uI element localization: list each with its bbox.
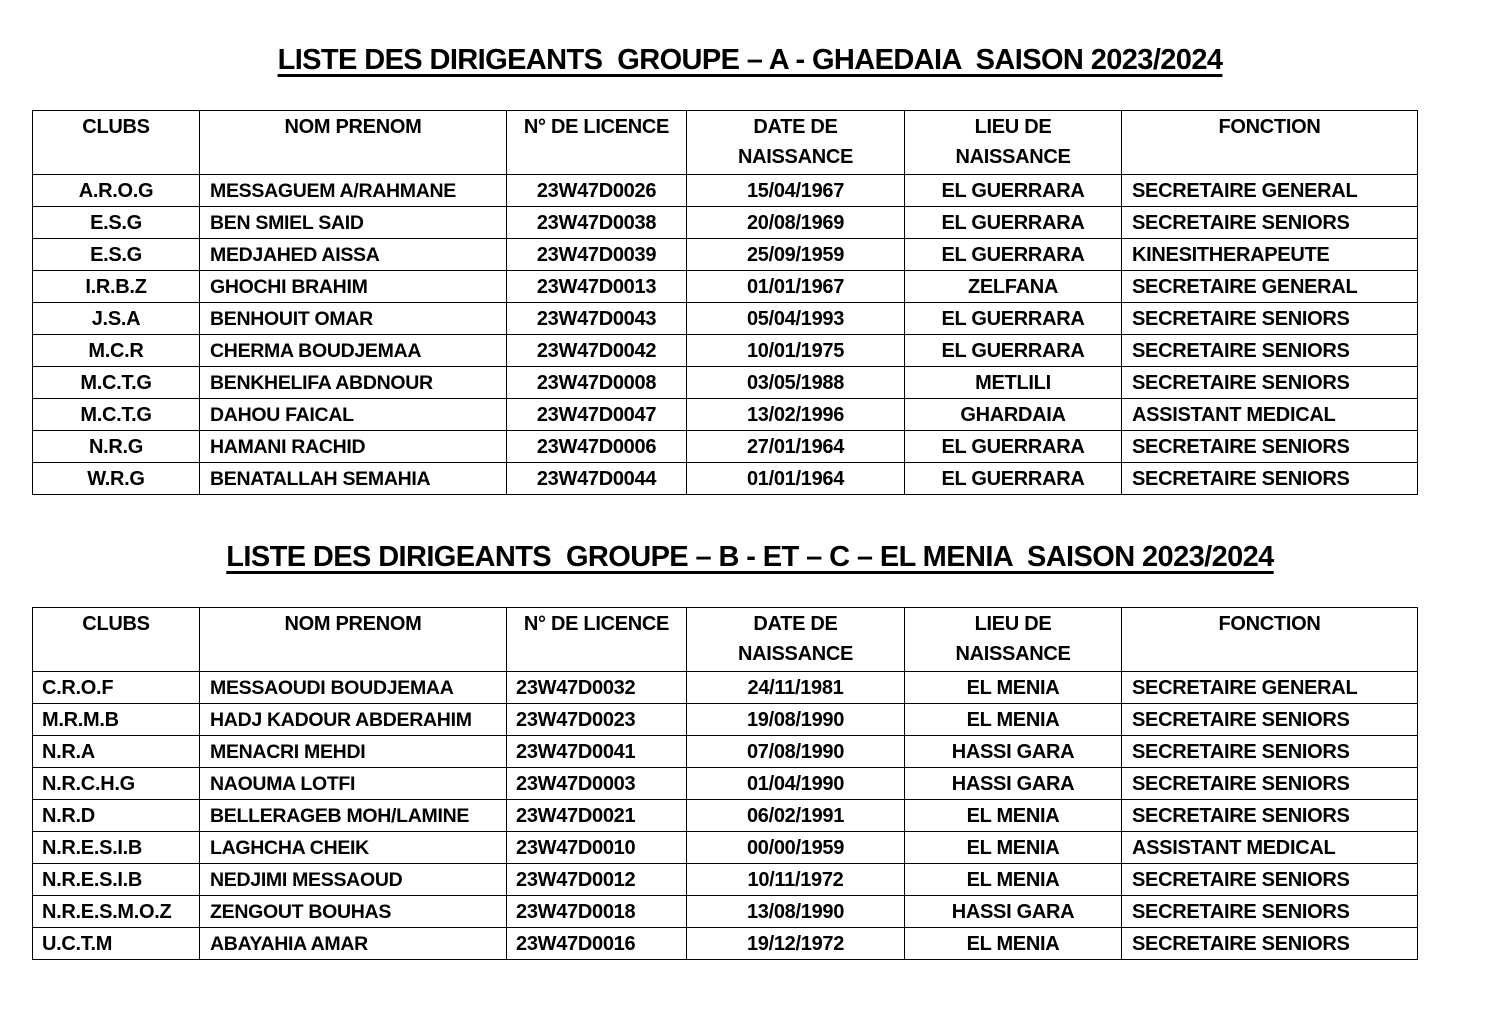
birth-place-cell: HASSI GARA (905, 768, 1122, 800)
licence-cell: 23W47D0012 (507, 864, 687, 896)
name-cell: ABAYAHIA AMAR (200, 928, 507, 960)
birth-place-cell: EL MENIA (905, 928, 1122, 960)
birth-place-cell: EL MENIA (905, 672, 1122, 704)
licence-cell: 23W47D0047 (507, 399, 687, 431)
club-cell: I.R.B.Z (33, 271, 200, 303)
name-cell: ZENGOUT BOUHAS (200, 896, 507, 928)
club-cell: M.C.T.G (33, 399, 200, 431)
licence-cell: 23W47D0041 (507, 736, 687, 768)
header-fonction: FONCTION (1122, 608, 1418, 672)
table-row (33, 303, 1418, 335)
name-cell: BENKHELIFA ABDNOUR (200, 367, 507, 399)
birth-place-cell: ZELFANA (905, 271, 1122, 303)
table-row (33, 672, 1418, 704)
table-row (33, 463, 1418, 495)
licence-cell: 23W47D0010 (507, 832, 687, 864)
club-cell: N.R.E.S.M.O.Z (33, 896, 200, 928)
licence-cell: 23W47D0016 (507, 928, 687, 960)
header-nom-prenom: NOM PRENOM (200, 608, 507, 672)
birth-date-cell: 07/08/1990 (687, 736, 905, 768)
club-cell: U.C.T.M (33, 928, 200, 960)
licence-cell: 23W47D0042 (507, 335, 687, 367)
title-text: LISTE DES DIRIGEANTS GROUPE – B - ET – C – EL MENIA SAISON 2023/2024 (226, 541, 1274, 573)
header-licence: N° DE LICENCE (507, 111, 687, 175)
club-cell: N.R.E.S.I.B (33, 864, 200, 896)
birth-date-cell: 06/02/1991 (687, 800, 905, 832)
birth-date-cell: 13/08/1990 (687, 896, 905, 928)
birth-date-cell: 19/08/1990 (687, 704, 905, 736)
dirigeants-table-groupe-a (32, 110, 1418, 495)
licence-cell: 23W47D0006 (507, 431, 687, 463)
birth-date-cell: 15/04/1967 (687, 175, 905, 207)
birth-date-cell: 01/01/1964 (687, 463, 905, 495)
licence-cell: 23W47D0008 (507, 367, 687, 399)
licence-cell: 23W47D0018 (507, 896, 687, 928)
birth-date-cell: 03/05/1988 (687, 367, 905, 399)
function-cell: SECRETAIRE SENIORS (1122, 367, 1418, 399)
licence-cell: 23W47D0013 (507, 271, 687, 303)
birth-date-cell: 01/01/1967 (687, 271, 905, 303)
licence-cell: 23W47D0026 (507, 175, 687, 207)
header-nom-prenom: NOM PRENOM (200, 111, 507, 175)
table-row (33, 736, 1418, 768)
table-row (33, 335, 1418, 367)
licence-cell: 23W47D0038 (507, 207, 687, 239)
name-cell: BENATALLAH SEMAHIA (200, 463, 507, 495)
header-row (33, 608, 1418, 672)
name-cell: BELLERAGEB MOH/LAMINE (200, 800, 507, 832)
licence-cell: 23W47D0039 (507, 239, 687, 271)
name-cell: CHERMA BOUDJEMAA (200, 335, 507, 367)
birth-date-cell: 24/11/1981 (687, 672, 905, 704)
function-cell: SECRETAIRE GENERAL (1122, 175, 1418, 207)
name-cell: HADJ KADOUR ABDERAHIM (200, 704, 507, 736)
birth-date-cell: 20/08/1969 (687, 207, 905, 239)
club-cell: C.R.O.F (33, 672, 200, 704)
name-cell: MEDJAHED AISSA (200, 239, 507, 271)
header-clubs: CLUBS (33, 608, 200, 672)
club-cell: N.R.D (33, 800, 200, 832)
header-licence: N° DE LICENCE (507, 608, 687, 672)
birth-place-cell: EL GUERRARA (905, 239, 1122, 271)
table-row (33, 832, 1418, 864)
table-row (33, 399, 1418, 431)
birth-place-cell: GHARDAIA (905, 399, 1122, 431)
header-lieu-naissance: LIEU DE NAISSANCE (905, 608, 1122, 672)
table-row (33, 431, 1418, 463)
name-cell: LAGHCHA CHEIK (200, 832, 507, 864)
dirigeants-table-groupe-b-c (32, 607, 1418, 960)
birth-place-cell: EL GUERRARA (905, 207, 1122, 239)
header-clubs: CLUBS (33, 111, 200, 175)
birth-date-cell: 05/04/1993 (687, 303, 905, 335)
club-cell: N.R.C.H.G (33, 768, 200, 800)
birth-date-cell: 10/01/1975 (687, 335, 905, 367)
name-cell: BEN SMIEL SAID (200, 207, 507, 239)
birth-place-cell: HASSI GARA (905, 736, 1122, 768)
function-cell: SECRETAIRE GENERAL (1122, 672, 1418, 704)
name-cell: DAHOU FAICAL (200, 399, 507, 431)
birth-date-cell: 01/04/1990 (687, 768, 905, 800)
table-row (33, 239, 1418, 271)
table-row (33, 896, 1418, 928)
name-cell: GHOCHI BRAHIM (200, 271, 507, 303)
table-row (33, 800, 1418, 832)
function-cell: SECRETAIRE SENIORS (1122, 704, 1418, 736)
birth-place-cell: EL MENIA (905, 864, 1122, 896)
name-cell: NAOUMA LOTFI (200, 768, 507, 800)
header-fonction: FONCTION (1122, 111, 1418, 175)
club-cell: W.R.G (33, 463, 200, 495)
title-text: LISTE DES DIRIGEANTS GROUPE – A - GHAEDAIA SAISON 2023/2024 (277, 44, 1223, 76)
licence-cell: 23W47D0023 (507, 704, 687, 736)
table-row (33, 271, 1418, 303)
table-title-groupe-a (0, 44, 1500, 77)
birth-place-cell: HASSI GARA (905, 896, 1122, 928)
function-cell: SECRETAIRE SENIORS (1122, 928, 1418, 960)
table-row (33, 864, 1418, 896)
function-cell: SECRETAIRE SENIORS (1122, 736, 1418, 768)
function-cell: SECRETAIRE SENIORS (1122, 463, 1418, 495)
club-cell: N.R.A (33, 736, 200, 768)
birth-place-cell: EL GUERRARA (905, 463, 1122, 495)
function-cell: SECRETAIRE SENIORS (1122, 335, 1418, 367)
birth-place-cell: EL GUERRARA (905, 335, 1122, 367)
licence-cell: 23W47D0044 (507, 463, 687, 495)
birth-place-cell: EL GUERRARA (905, 303, 1122, 335)
club-cell: E.S.G (33, 239, 200, 271)
table-row (33, 928, 1418, 960)
birth-date-cell: 19/12/1972 (687, 928, 905, 960)
name-cell: NEDJIMI MESSAOUD (200, 864, 507, 896)
club-cell: M.C.R (33, 335, 200, 367)
function-cell: ASSISTANT MEDICAL (1122, 832, 1418, 864)
name-cell: MESSAOUDI BOUDJEMAA (200, 672, 507, 704)
name-cell: MESSAGUEM A/RAHMANE (200, 175, 507, 207)
function-cell: SECRETAIRE SENIORS (1122, 207, 1418, 239)
function-cell: SECRETAIRE SENIORS (1122, 431, 1418, 463)
birth-place-cell: EL MENIA (905, 800, 1122, 832)
licence-cell: 23W47D0043 (507, 303, 687, 335)
table-row (33, 367, 1418, 399)
birth-date-cell: 25/09/1959 (687, 239, 905, 271)
function-cell: SECRETAIRE SENIORS (1122, 800, 1418, 832)
function-cell: SECRETAIRE SENIORS (1122, 303, 1418, 335)
club-cell: N.R.G (33, 431, 200, 463)
club-cell: J.S.A (33, 303, 200, 335)
birth-date-cell: 00/00/1959 (687, 832, 905, 864)
club-cell: A.R.O.G (33, 175, 200, 207)
birth-place-cell: EL GUERRARA (905, 175, 1122, 207)
function-cell: KINESITHERAPEUTE (1122, 239, 1418, 271)
name-cell: HAMANI RACHID (200, 431, 507, 463)
birth-place-cell: EL GUERRARA (905, 431, 1122, 463)
licence-cell: 23W47D0003 (507, 768, 687, 800)
birth-date-cell: 10/11/1972 (687, 864, 905, 896)
birth-date-cell: 27/01/1964 (687, 431, 905, 463)
club-cell: M.C.T.G (33, 367, 200, 399)
birth-place-cell: EL MENIA (905, 832, 1122, 864)
table-title-groupe-b-c (0, 541, 1500, 574)
table-row (33, 768, 1418, 800)
club-cell: E.S.G (33, 207, 200, 239)
licence-cell: 23W47D0021 (507, 800, 687, 832)
function-cell: SECRETAIRE SENIORS (1122, 768, 1418, 800)
birth-date-cell: 13/02/1996 (687, 399, 905, 431)
function-cell: SECRETAIRE GENERAL (1122, 271, 1418, 303)
function-cell: SECRETAIRE SENIORS (1122, 896, 1418, 928)
birth-place-cell: METLILI (905, 367, 1122, 399)
table-row (33, 207, 1418, 239)
name-cell: BENHOUIT OMAR (200, 303, 507, 335)
licence-cell: 23W47D0032 (507, 672, 687, 704)
function-cell: ASSISTANT MEDICAL (1122, 399, 1418, 431)
club-cell: N.R.E.S.I.B (33, 832, 200, 864)
table-row (33, 704, 1418, 736)
name-cell: MENACRI MEHDI (200, 736, 507, 768)
table-row (33, 175, 1418, 207)
header-row (33, 111, 1418, 175)
club-cell: M.R.M.B (33, 704, 200, 736)
header-date-naissance: DATE DE NAISSANCE (687, 608, 905, 672)
header-date-naissance: DATE DE NAISSANCE (687, 111, 905, 175)
birth-place-cell: EL MENIA (905, 704, 1122, 736)
function-cell: SECRETAIRE SENIORS (1122, 864, 1418, 896)
header-lieu-naissance: LIEU DE NAISSANCE (905, 111, 1122, 175)
